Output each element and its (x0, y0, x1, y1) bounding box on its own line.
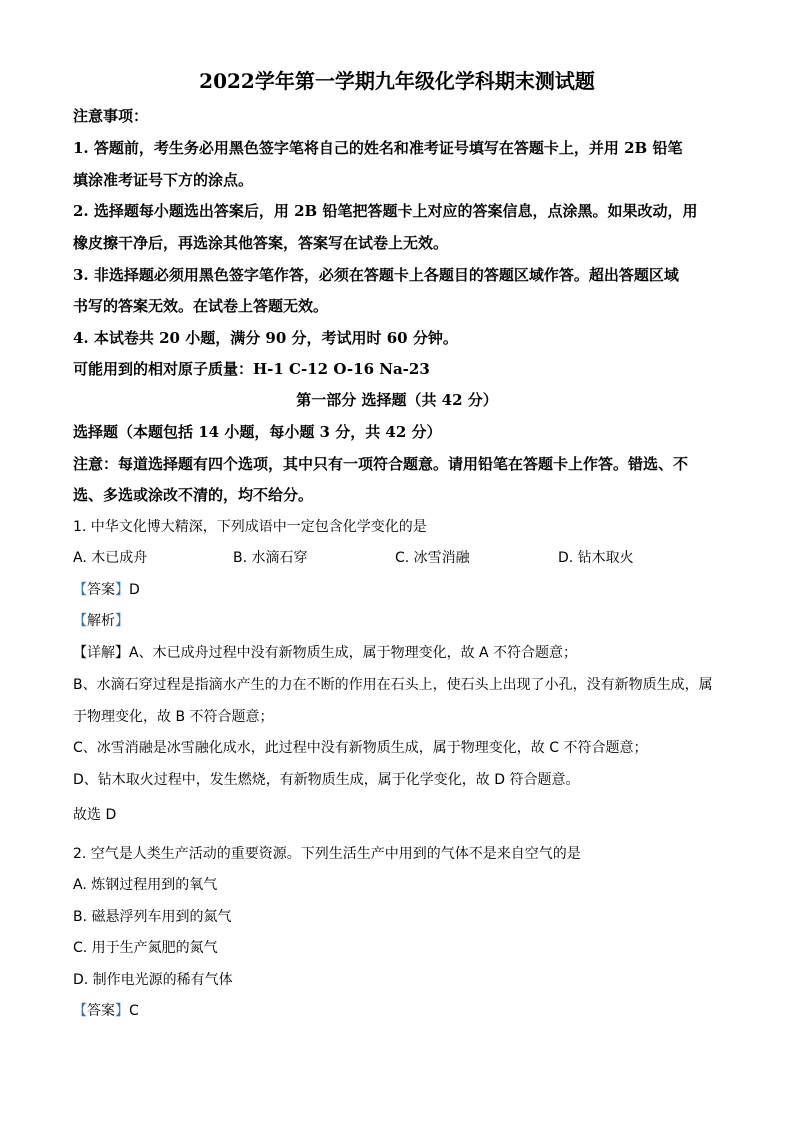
q2-answer (73, 1000, 754, 1022)
note-line-5: 3. 非选择题必须用黑色签字笔作答，必须在答题卡上各题目的答题区域作答。超出答题区域 (73, 266, 679, 284)
q1-options (73, 547, 773, 569)
q2-option-d: D. 制作电光源的稀有气体 (73, 972, 233, 988)
q1-detail-line-c: C、冰雪消融是冰雪融化成水，此过程中没有新物质生成，属于物理变化，故 C 不符合题意； (73, 740, 648, 756)
q1-option-c: C. 冰雪消融 (395, 550, 470, 566)
q1-detail-line-b2: 于物理变化，故 B 不符合题意； (73, 709, 274, 725)
q2-option-b: B. 磁悬浮列车用到的氮气 (73, 909, 232, 925)
q2-stem: 2. 空气是人类生产活动的重要资源。下列生活生产中用到的气体不是来自空气的是 (73, 846, 581, 862)
q1-answer-value: D (129, 582, 140, 598)
q1-detail-text: A、木已成舟过程中没有新物质生成，属于物理变化，故 A 不符合题意； (129, 645, 578, 661)
q1-detail-label: 详解 (87, 645, 115, 661)
q1-answer (73, 579, 754, 601)
note-line-7: 4. 本试卷共 20 小题，满分 90 分，考试用时 60 分钟。 (73, 329, 458, 347)
q1-conclusion: 故选 D (73, 807, 117, 823)
answer-bracket-open: 【 (73, 1003, 87, 1019)
q1-detail-line-d: D、钻木取火过程中，发生燃烧，有新物质生成，属于化学变化，故 D 符合题意。 (73, 772, 580, 788)
detail-bracket-close: 】 (115, 645, 129, 661)
atomic-mass-line: 可能用到的相对原子质量：H-1 C-12 O-16 Na-23 (73, 360, 430, 378)
q1-detail (73, 642, 754, 664)
part-heading: 第一部分 选择题（共 42 分） (296, 391, 498, 409)
analysis-bracket-close: 】 (115, 613, 129, 629)
q1-stem: 1. 中华文化博大精深，下列成语中一定包含化学变化的是 (73, 519, 427, 535)
page-title: 2022学年第一学期九年级化学科期末测试题 (199, 69, 595, 93)
note-line-2: 填涂准考证号下方的涂点。 (73, 171, 254, 189)
detail-bracket-open: 【 (73, 645, 87, 661)
answer-bracket-open: 【 (73, 582, 87, 598)
q1-option-a: A. 木已成舟 (73, 550, 148, 566)
note-line-6: 书写的答案无效。在试卷上答题无效。 (73, 297, 329, 315)
note-line-1: 1. 答题前，考生务必用黑色签字笔将自己的姓名和准考证号填写在答题卡上，并用 2B 铅笔 (73, 139, 683, 157)
notice-heading: 注意事项： (73, 107, 149, 125)
q2-answer-label: 答案 (87, 1003, 115, 1019)
q2-option-c: C. 用于生产氮肥的氮气 (73, 940, 218, 956)
q1-detail-line-b1: B、水滴石穿过程是指滴水产生的力在不断的作用在石头上，使石头上出现了小孔，没有新物质生成，属 (73, 677, 713, 693)
instruction-line-1: 注意：每道选择题有四个选项，其中只有一项符合题意。请用铅笔在答题卡上作答。错选、不 (73, 455, 689, 473)
note-line-3: 2. 选择题每小题选出答案后，用 2B 铅笔把答题卡上对应的答案信息，点涂黑。如果改动，用 (73, 202, 698, 220)
answer-bracket-close: 】 (115, 582, 129, 598)
q1-option-b: B. 水滴石穿 (233, 550, 308, 566)
note-line-4: 橡皮擦干净后，再选涂其他答案，答案写在试卷上无效。 (73, 234, 449, 252)
analysis-bracket-open: 【 (73, 613, 87, 629)
q1-answer-label: 答案 (87, 582, 115, 598)
instruction-line-2: 选、多选或涂改不清的，均不给分。 (73, 486, 314, 504)
q2-option-a: A. 炼钢过程用到的氧气 (73, 877, 218, 893)
q1-analysis (73, 610, 754, 632)
q1-option-d: D. 钻木取火 (558, 550, 634, 566)
q1-analysis-label: 解析 (87, 613, 115, 629)
answer-bracket-close: 】 (115, 1003, 129, 1019)
section-heading: 选择题（本题包括 14 小题，每小题 3 分，共 42 分） (73, 423, 442, 441)
q2-answer-value: C (129, 1003, 139, 1019)
